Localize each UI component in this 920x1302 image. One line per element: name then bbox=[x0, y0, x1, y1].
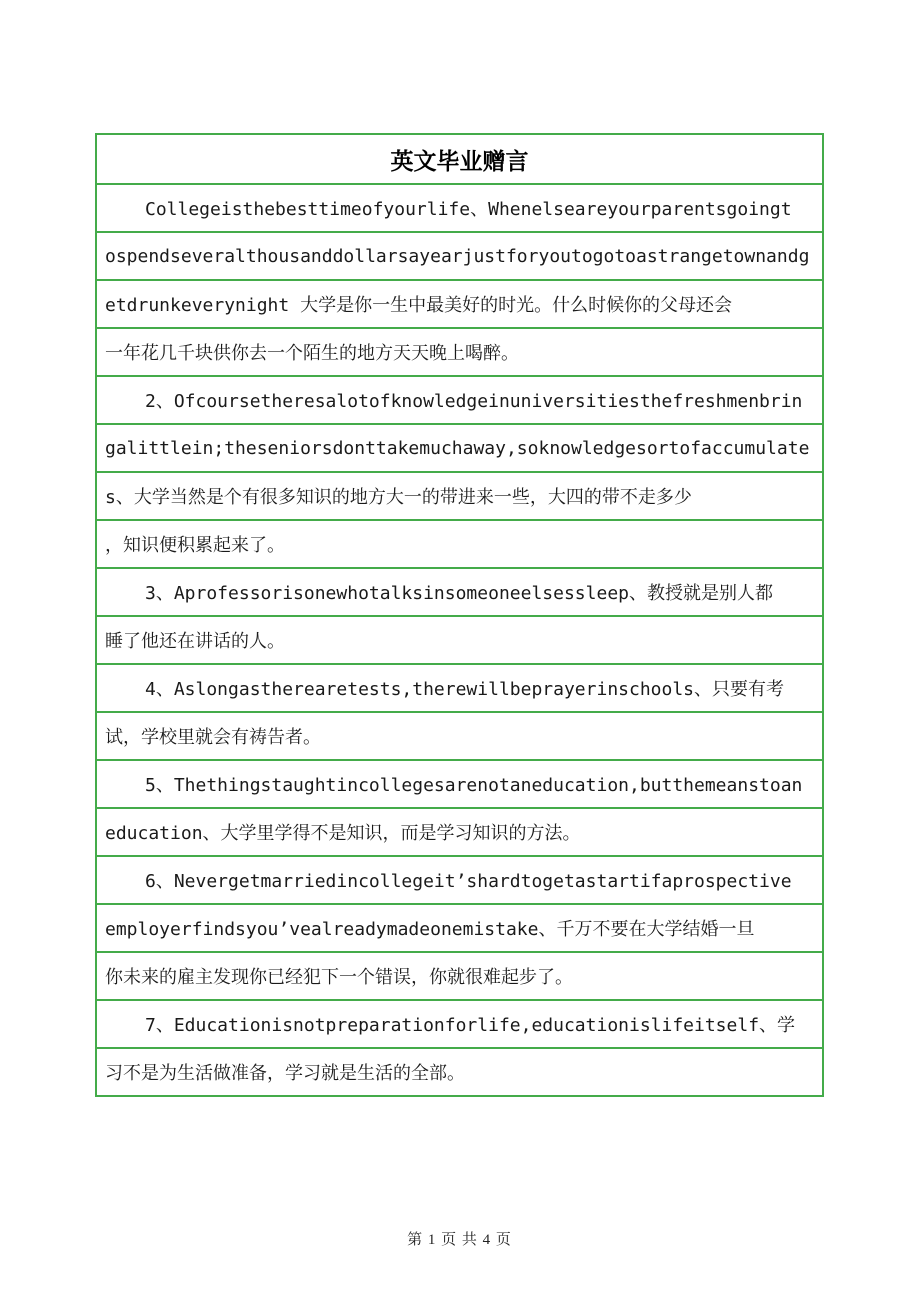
text-line: ，知识便积累起来了。 bbox=[96, 520, 823, 568]
text-line: 6、Nevergetmarriedincollegeit’shardtogetastartifaprospective bbox=[96, 856, 823, 904]
table-row bbox=[96, 184, 823, 232]
table-row bbox=[96, 808, 823, 856]
text-line: 5、Thethingstaughtincollegesarenotaneducation,butthemeanstoan bbox=[96, 760, 823, 808]
text-line: Collegeisthebesttimeofyourlife、Whenelseareyourparentsgoingt bbox=[96, 184, 823, 232]
text-line: education、大学里学得不是知识，而是学习知识的方法。 bbox=[96, 808, 823, 856]
table-row bbox=[96, 1048, 823, 1096]
text-line: 一年花几千块供你去一个陌生的地方天天晚上喝醉。 bbox=[96, 328, 823, 376]
table-row bbox=[96, 856, 823, 904]
table-row bbox=[96, 328, 823, 376]
text-line: galittlein;theseniorsdonttakemuchaway,soknowledgesortofaccumulate bbox=[96, 424, 823, 472]
table-row bbox=[96, 1000, 823, 1048]
table-row bbox=[96, 568, 823, 616]
text-line: 试，学校里就会有祷告者。 bbox=[96, 712, 823, 760]
table-row bbox=[96, 904, 823, 952]
table-row bbox=[96, 952, 823, 1000]
title-row bbox=[96, 134, 823, 184]
document-title: 英文毕业赠言 bbox=[96, 134, 823, 184]
table-row bbox=[96, 712, 823, 760]
text-line: 2、Ofcoursetheresalotofknowledgeinuniversitiesthefreshmenbrin bbox=[96, 376, 823, 424]
text-line: 习不是为生活做准备，学习就是生活的全部。 bbox=[96, 1048, 823, 1096]
quotes-table bbox=[95, 133, 824, 1097]
table-row bbox=[96, 280, 823, 328]
text-line: 睡了他还在讲话的人。 bbox=[96, 616, 823, 664]
table-body bbox=[96, 134, 823, 1096]
table-row bbox=[96, 424, 823, 472]
text-line: etdrunkeverynight 大学是你一生中最美好的时光。什么时候你的父母还会 bbox=[96, 280, 823, 328]
text-line: 4、Aslongastherearetests,therewillbeprayerinschools、只要有考 bbox=[96, 664, 823, 712]
table-row bbox=[96, 616, 823, 664]
text-line: s、大学当然是个有很多知识的地方大一的带进来一些，大四的带不走多少 bbox=[96, 472, 823, 520]
text-line: 3、Aprofessorisonewhotalksinsomeoneelsessleep、教授就是别人都 bbox=[96, 568, 823, 616]
text-line: employerfindsyou’vealreadymadeonemistake、千万不要在大学结婚一旦 bbox=[96, 904, 823, 952]
table-row bbox=[96, 520, 823, 568]
table-row bbox=[96, 760, 823, 808]
text-line: 你未来的雇主发现你已经犯下一个错误，你就很难起步了。 bbox=[96, 952, 823, 1000]
page-footer: 第 1 页 共 4 页 bbox=[407, 1232, 512, 1248]
text-line: ospendseveralthousanddollarsayearjustforyoutogotoastrangetownandg bbox=[96, 232, 823, 280]
table-row bbox=[96, 376, 823, 424]
text-line: 7、Educationisnotpreparationforlife,educationislifeitself、学 bbox=[96, 1000, 823, 1048]
table-row bbox=[96, 232, 823, 280]
table-row bbox=[96, 472, 823, 520]
table-row bbox=[96, 664, 823, 712]
